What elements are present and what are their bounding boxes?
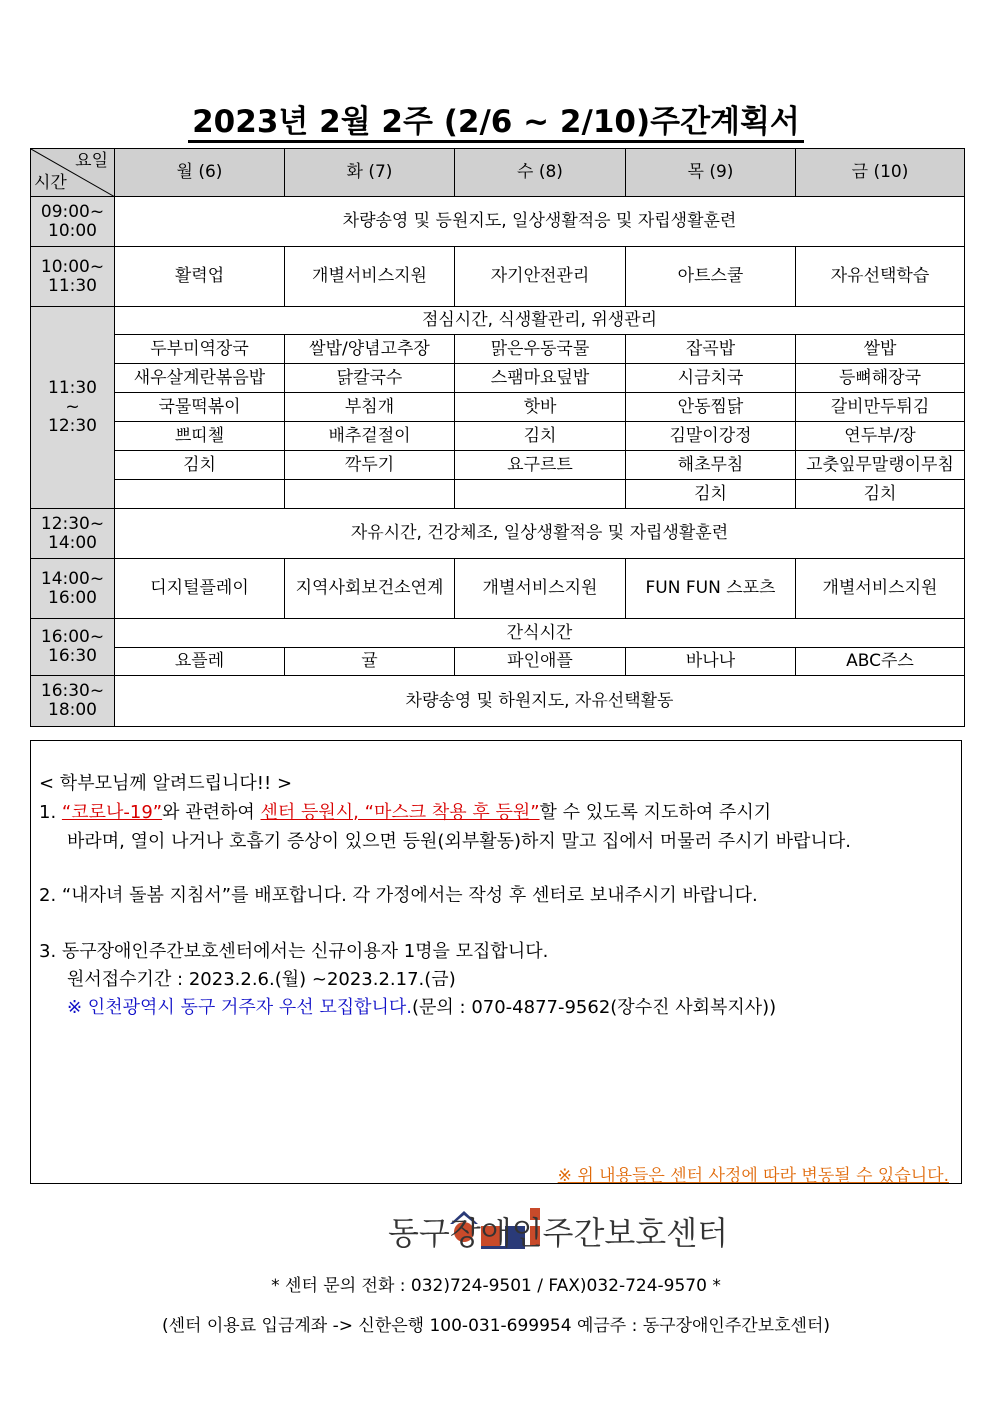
bank-account-info: (센터 이용료 입금계좌 -> 신한은행 100-031-699954 예금주 : 동구장애인주간보호센터) [161,1316,831,1336]
menu-cell: 김치 [115,451,285,480]
menu-cell: 깍두기 [285,451,455,480]
notice-heading: < 학부모님께 알려드립니다!! > [39,773,293,794]
menu-cell: 맑은우동국물 [455,335,626,364]
table-corner-header [31,149,115,197]
day-header: 수 (8) [455,149,626,197]
notice-item-3: 3. 동구장애인주간보호센터에서는 신규이용자 1명을 모집합니다. [39,941,549,962]
snack-title: 간식시간 [115,619,965,648]
menu-cell: 쁘띠첼 [115,422,285,451]
time-slot: 12:30~ 14:00 [31,509,115,559]
menu-cell: 고춧잎무말랭이무침 [796,451,965,480]
activity-cell: 자유선택학습 [796,247,965,307]
menu-cell: 연두부/장 [796,422,965,451]
parent-notice-box [30,740,962,1184]
time-slot: 16:30~ 18:00 [31,676,115,727]
center-name: 동구장애인주간보호센터 [388,1214,729,1252]
menu-cell: 김말이강정 [626,422,796,451]
activity-cell: 개별서비스지원 [796,559,965,619]
day-header: 화 (7) [285,149,455,197]
menu-cell: 안동찜닭 [626,393,796,422]
activity-cell: 디지털플레이 [115,559,285,619]
activity-cell: 아트스쿨 [626,247,796,307]
time-slot: 14:00~ 16:00 [31,559,115,619]
time-slot: 11:30 ~ 12:30 [31,307,115,509]
activity-cell: 자유시간, 건강체조, 일상생활적응 및 자립생활훈련 [115,509,965,559]
activity-cell: 개별서비스지원 [455,559,626,619]
menu-cell: 김치 [796,480,965,509]
corner-day-label: 요일 [75,151,108,171]
activity-cell: 차량송영 및 등원지도, 일상생활적응 및 자립생활훈련 [115,197,965,247]
snack-cell: 파인애플 [455,648,626,676]
activity-cell: 차량송영 및 하원지도, 자유선택활동 [115,676,965,727]
menu-cell: 새우살계란볶음밥 [115,364,285,393]
menu-cell: 국물떡볶이 [115,393,285,422]
menu-cell: 시금치국 [626,364,796,393]
snack-cell: 바나나 [626,648,796,676]
day-header: 목 (9) [626,149,796,197]
time-slot: 10:00~ 11:30 [31,247,115,307]
page-title: 2023년 2월 2주 (2/6 ~ 2/10)주간계획서 [0,96,992,141]
contact-info: * 센터 문의 전화 : 032)724-9501 / FAX)032-724-9570 * [271,1276,721,1296]
menu-cell: 해초무침 [626,451,796,480]
menu-cell: 김치 [626,480,796,509]
time-slot: 16:00~ 16:30 [31,619,115,676]
menu-cell [115,480,285,509]
day-header: 월 (6) [115,149,285,197]
notice-item-1-cont: 바라며, 열이 나거나 호흡기 증상이 있으면 등원(외부활동)하지 말고 집에서 머물러 주시기 바랍니다. [67,831,851,852]
activity-cell: 개별서비스지원 [285,247,455,307]
snack-cell: 귤 [285,648,455,676]
menu-cell: 부침개 [285,393,455,422]
notice-item-3-priority: ※ 인천광역시 동구 거주자 우선 모집합니다.(문의 : 070-4877-9562(장수진 사회복지사)) [67,997,777,1018]
notice-item-2: 2. “내자녀 돌봄 지침서”를 배포합니다. 각 가정에서는 작성 후 센터로 보내주시기 바랍니다. [39,885,758,906]
menu-cell: 쌀밥/양념고추장 [285,335,455,364]
menu-cell: 잡곡밥 [626,335,796,364]
activity-cell: 자기안전관리 [455,247,626,307]
menu-cell: 두부미역장국 [115,335,285,364]
time-slot: 09:00~ 10:00 [31,197,115,247]
notice-item-1: 1. “코로나-19”와 관련하여 센터 등원시, “마스크 착용 후 등원”할 수 있도록 지도하여 주시기 [39,802,772,823]
activity-cell: 지역사회보건소연계 [285,559,455,619]
menu-cell: 스팸마요덮밥 [455,364,626,393]
menu-cell: 쌀밥 [796,335,965,364]
notice-footnote: ※ 위 내용들은 센터 사정에 따라 변동될 수 있습니다. [557,1166,949,1186]
weekly-schedule-table [30,148,965,727]
snack-cell: ABC주스 [796,648,965,676]
menu-cell: 배추겉절이 [285,422,455,451]
menu-cell: 김치 [455,422,626,451]
menu-cell: 핫바 [455,393,626,422]
menu-cell [285,480,455,509]
day-header: 금 (10) [796,149,965,197]
activity-cell: 활력업 [115,247,285,307]
notice-item-3-period: 원서접수기간 : 2023.2.6.(월) ~2023.2.17.(금) [67,969,456,990]
lunch-title: 점심시간, 식생활관리, 위생관리 [115,307,965,335]
menu-cell: 갈비만두튀김 [796,393,965,422]
menu-cell: 등뼈해장국 [796,364,965,393]
activity-cell: FUN FUN 스포츠 [626,559,796,619]
corner-time-label: 시간 [34,173,67,194]
menu-cell: 닭칼국수 [285,364,455,393]
menu-cell: 요구르트 [455,451,626,480]
menu-cell [455,480,626,509]
snack-cell: 요플레 [115,648,285,676]
